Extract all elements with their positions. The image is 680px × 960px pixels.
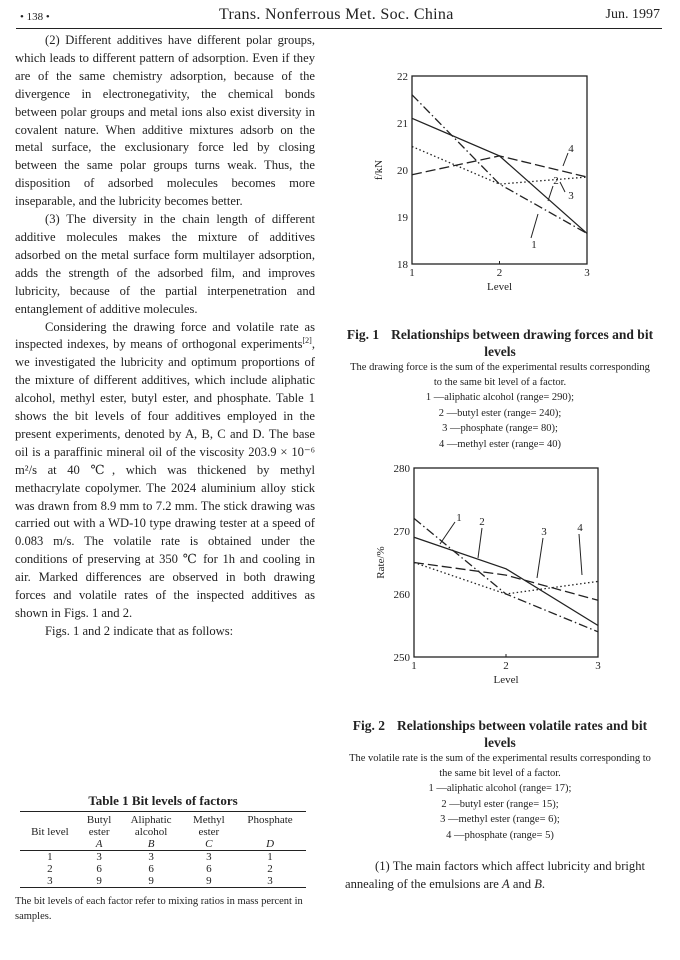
col-header-methyl-ester: Methyl ester C (184, 812, 235, 851)
series-line-4 (414, 563, 598, 595)
y-tick-label: 280 (393, 463, 410, 475)
series-line-3 (412, 147, 587, 185)
figure-2-legend-2: 2 —butyl ester (range= 15); (441, 798, 559, 810)
y-tick-label: 270 (393, 526, 410, 538)
series-label: 4 (568, 143, 574, 155)
table-1 (20, 793, 306, 888)
paragraph-3: (3) The diversity in the chain length of different additive molecules makes the mixture of additives adsorbed on the metal surface form multilayer adsorption, adds the strength of the adsorbed film, and improves lubricity, because of the partial interpenetration and entanglement of additive molecules. (15, 212, 315, 316)
series-label: 2 (479, 516, 485, 528)
y-axis-label: Rate/% (375, 546, 387, 579)
figure-1-legend-3: 3 —phosphate (range= 80); (442, 423, 558, 434)
figure-1-note: The drawing force is the sum of the experimental results corresponding to the same bit level of a factor. (350, 362, 650, 388)
x-tick-label: 3 (584, 267, 590, 279)
x-axis-label: Level (493, 674, 519, 686)
drawing-force-line-chart (360, 66, 610, 301)
y-tick-label: 22 (397, 71, 408, 83)
paragraph-2: (2) Different additives have different polar groups, which leads to different pattern of adsorption. Even if they are of the same chemistry adsorption, because of the divergence in electronegativity, the chemical bonds between polar groups and metal ions also exist diversity in covalent nature. When additive mixtures adsorb on the metal surface, the exclusionary force led by closing between the same polar groups turns weak. Thus, the disposition of adsorbed molecules becomes more inseparable, and the lubricity becomes better. (15, 33, 315, 209)
journal-title: Trans. Nonferrous Met. Soc. China (219, 6, 454, 23)
series-line-2 (414, 537, 598, 625)
y-tick-label: 19 (397, 212, 408, 224)
table-row: 2 6 6 6 2 (47, 863, 273, 875)
table-note: The bit levels of each factor refer to mixing ratios in mass percent in samples. (15, 896, 303, 922)
col-header-aliphatic-alcohol: Aliphatic alcohol B (119, 812, 184, 851)
table-row: 1 3 3 3 1 (47, 851, 273, 863)
col-header-bit-level: Bit level (20, 812, 80, 851)
series-label: 1 (531, 239, 537, 251)
x-axis-label: Level (486, 281, 513, 293)
series-line-4 (412, 156, 587, 177)
figure-2-legend-4: 4 —phosphate (range= 5) (446, 829, 554, 841)
series-line-1 (412, 95, 587, 234)
issue-date: Jun. 1997 (605, 7, 660, 22)
plot-frame (414, 468, 598, 657)
series-label: 3 (568, 190, 574, 202)
figure-1-legend-1: 1 —aliphatic alcohol (range= 290); (425, 392, 575, 403)
citation-ref[interactable]: [2] (302, 336, 312, 346)
figure-1-legend-2: 2 —butyl ester (range= 240); (438, 407, 562, 419)
figure-2-note: The volatile rate is the sum of the experimental results corresponding to the same bit level of a factor. (349, 753, 651, 779)
series-label: 4 (577, 522, 583, 534)
paragraph-figs-intro: Figs. 1 and 2 indicate that as follows: (45, 623, 234, 638)
figure-2-legend-1: 1 —aliphatic alcohol (range= 17); (428, 783, 572, 794)
series-label: 3 (541, 526, 547, 538)
x-tick-label: 1 (411, 660, 417, 672)
figure-1-title: Fig. 1 Relationships between drawing forces and bit levels (346, 327, 654, 359)
y-tick-label: 21 (397, 118, 408, 130)
table-row: 3 9 9 9 3 (20, 875, 306, 888)
figure-2-legend-3: 3 —methyl ester (range= 6); (440, 814, 560, 825)
y-tick-label: 18 (397, 259, 408, 271)
right-column-text (345, 858, 645, 894)
series-label: 1 (456, 512, 462, 524)
x-tick-label: 1 (409, 267, 415, 279)
figure-2-chart (360, 458, 620, 698)
figure-1-caption (345, 326, 655, 452)
series-label: 2 (553, 175, 559, 187)
page-number: • 138 • (20, 11, 50, 23)
y-tick-label: 20 (397, 165, 408, 177)
figure-2-caption (345, 717, 655, 843)
running-header (16, 0, 662, 29)
bit-levels-table (20, 811, 306, 888)
x-tick-label: 2 (503, 660, 509, 672)
volatile-rate-line-chart (360, 458, 620, 693)
y-axis-label: f/kN (373, 159, 385, 181)
plot-frame (412, 76, 587, 264)
table-title: Table 1 Bit levels of factors (88, 793, 238, 808)
left-column (15, 32, 315, 641)
figure-1-chart (360, 66, 610, 306)
x-tick-label: 3 (595, 660, 601, 672)
y-tick-label: 250 (393, 652, 410, 664)
x-tick-label: 2 (496, 267, 503, 279)
col-header-phosphate: Phosphate D (234, 812, 306, 851)
y-tick-label: 260 (393, 589, 410, 601)
paragraph-methods: Considering the drawing force and volatile rate as inspected indexes, by means of orthogonal experiments[2], we investigated the lubricity and optimum proportions of the mixture of different additives, which include aliphatic alcohol, methyl ester, butyl ester, and phosphate. Table 1 shows the bit levels of four additives employed in the present experiments, denoted by A, B, C and D. The base oil is a paraffinic mineral oil of the viscosity 203.9 × 10⁻⁶ m²/s at 40 ℃, which was thickened by methyl methacrylate copolymer. The 2024 aluminium alloy stick was drawn from 8.9 mm to 7.2 mm. The stick drawing was carried out with a WD-10 type drawing tester at a speed of 0.083 m/s. The volatile rate is obtained under the conditions of preserving at 350 ℃ for 1h and cooling in air. Marked differences are observed in both drawing forces and volatile rates of the inspected additives as shown in Figs. 1 and 2. (15, 319, 315, 620)
paragraph-conclusion-1: (1) The main factors which affect lubricity and bright annealing of the emulsions are A and B. (345, 859, 645, 891)
series-line-2 (412, 118, 587, 233)
figure-2-title: Fig. 2 Relationships between volatile rates and bit levels (352, 718, 648, 750)
col-header-butyl-ester: Butyl ester A (80, 812, 119, 851)
figure-1-legend-4: 4 —methyl ester (range= 40) (439, 438, 561, 450)
